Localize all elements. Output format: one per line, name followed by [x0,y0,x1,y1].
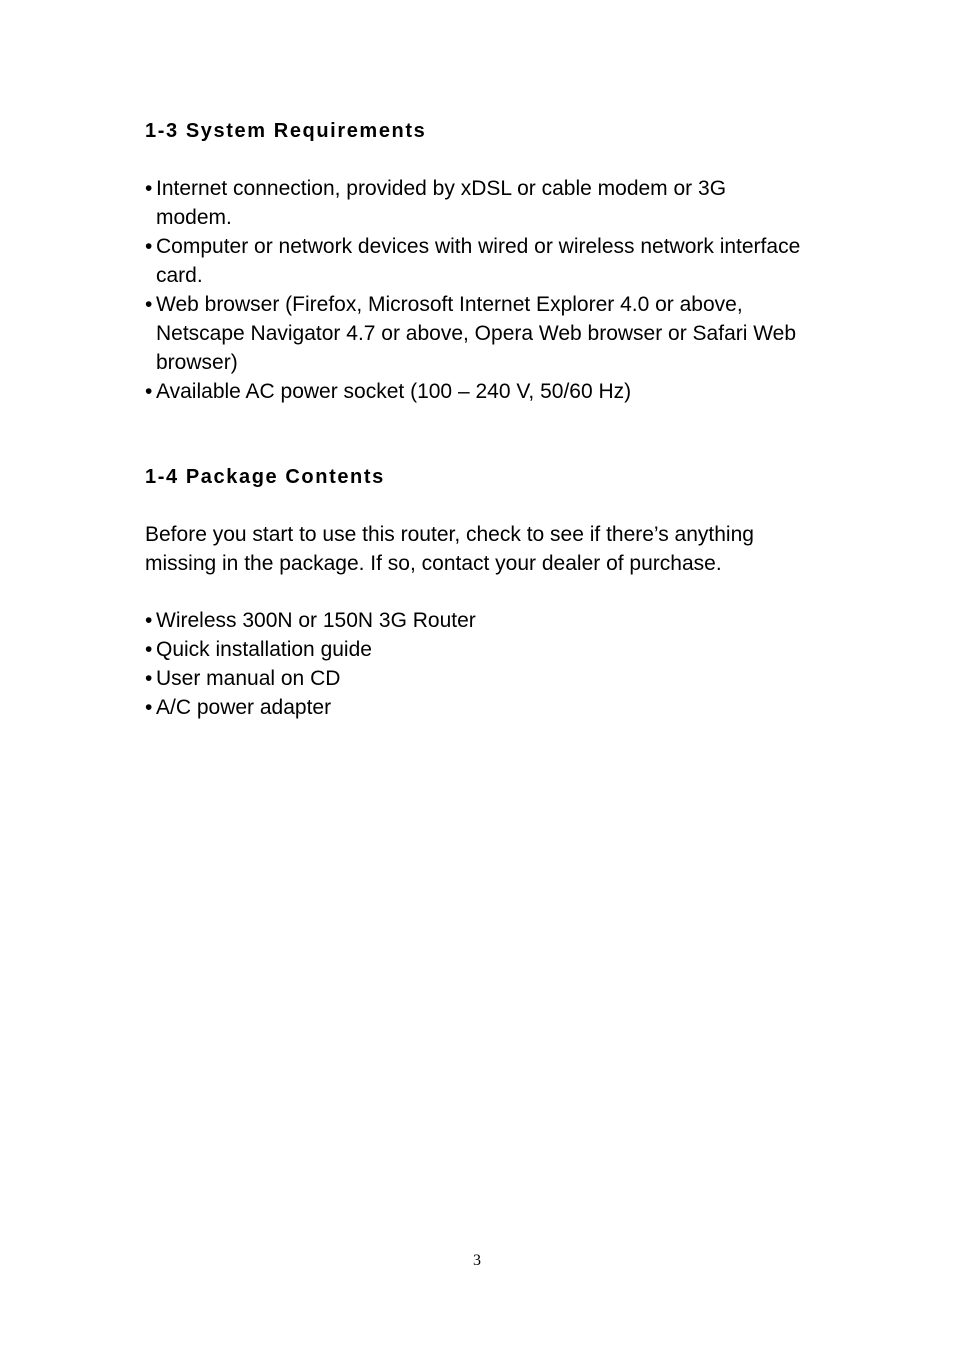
list-item-text: Computer or network devices with wired or wireless network interface card. [156,235,801,287]
list-item [145,377,805,406]
list-item [145,174,805,232]
package-contents-intro: Before you start to use this router, check to see if there’s anything missing in the package. If so, contact your dealer of purchase. [145,523,754,575]
list-item-text: Available AC power socket (100 – 240 V, 50/60 Hz) [156,380,632,403]
section-heading-system-requirements: 1-3 System Requirements [145,120,427,142]
bullet-marker: • [145,380,153,403]
list-item [145,664,805,693]
list-item-text: Web browser (Firefox, Microsoft Internet Explorer 4.0 or above, Netscape Navigator 4.7 or above, Opera Web browser or Safari Web browser) [156,293,797,374]
list-item-text: Internet connection, provided by xDSL or cable modem or 3G modem. [156,177,727,229]
bullet-marker: • [145,696,153,719]
list-item-text: User manual on CD [156,667,341,690]
bullet-marker: • [145,177,153,200]
list-item-text: Quick installation guide [156,638,372,661]
system-requirements-list [145,174,805,406]
list-item [145,635,805,664]
bullet-marker: • [145,293,153,316]
package-contents-list [145,606,805,722]
list-item [145,606,805,635]
bullet-marker: • [145,638,153,661]
list-item [145,232,805,290]
section-heading-package-contents: 1-4 Package Contents [145,466,385,488]
list-item [145,290,805,377]
bullet-marker: • [145,609,153,632]
bullet-marker: • [145,667,153,690]
page-number: 3 [473,1252,481,1269]
list-item-text: Wireless 300N or 150N 3G Router [156,609,476,632]
bullet-marker: • [145,235,153,258]
list-item [145,693,805,722]
list-item-text: A/C power adapter [156,696,332,719]
